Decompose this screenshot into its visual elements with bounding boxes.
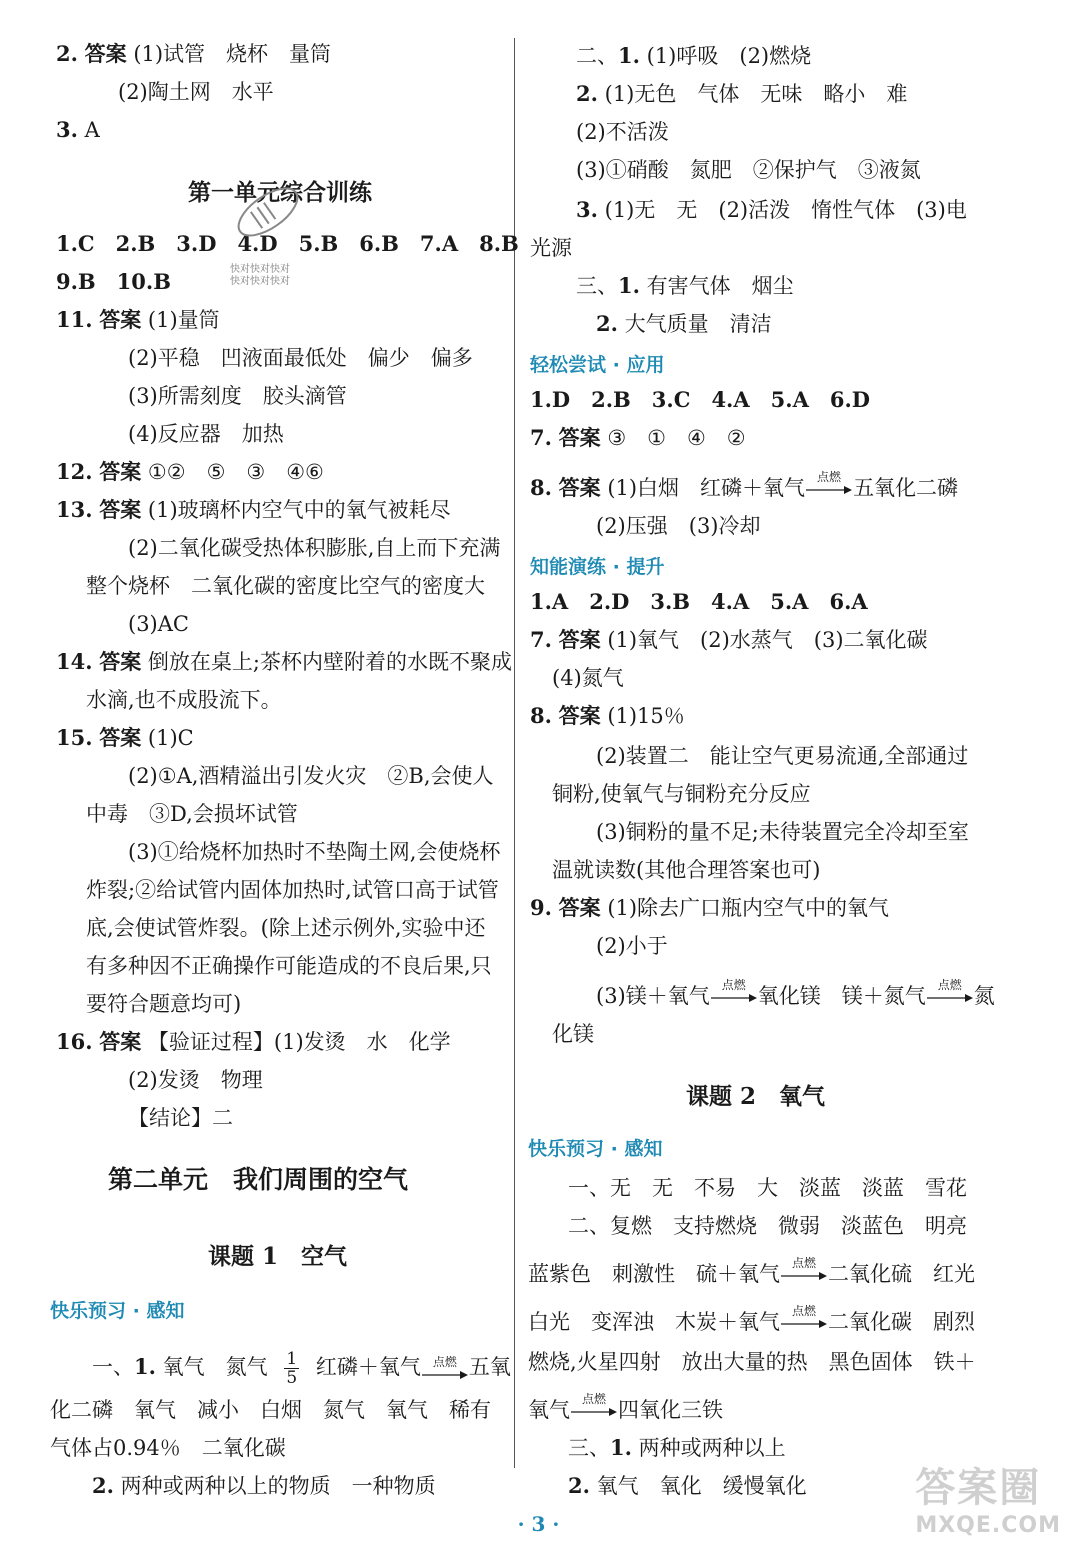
question-number: 2. — [56, 41, 78, 66]
answer-text: A — [84, 118, 100, 142]
reaction-arrow — [571, 1392, 617, 1424]
unit-title: 第二单元 我们周围的空气 — [108, 1165, 409, 1194]
answer-text: (3)镁＋氧气 — [596, 984, 710, 1008]
answer-text: 三、 — [568, 1436, 610, 1460]
page-number: · 3 · — [517, 1512, 560, 1536]
fraction-numerator: 1 — [286, 1349, 298, 1369]
answer-text: 氧气 氮气 — [162, 1355, 268, 1379]
answer-text: 铜粉,使氧气与铜粉充分反应 — [552, 782, 811, 806]
question-number: 7. — [530, 425, 552, 450]
lesson-title: 课题 2 氧气 — [686, 1083, 826, 1110]
p4-line — [92, 1472, 436, 1500]
answer-label: 答案 — [558, 425, 601, 450]
answer-text: 一、无 无 不易 大 淡蓝 淡蓝 雪花 — [568, 1176, 967, 1200]
answer-text: 水滴,也不成股流下。 — [86, 688, 282, 712]
answer-text: (2)小于 — [596, 934, 668, 958]
answer-text: (2)二氧化碳受热体积膨胀,自上而下充满 — [128, 536, 501, 560]
answer-label: 答案 — [99, 1029, 142, 1054]
q13-line — [56, 496, 451, 524]
answer-text: (4)氮气 — [552, 666, 624, 690]
stamp-icon — [228, 172, 308, 252]
answer-label: 答案 — [558, 475, 601, 500]
answer-text: 蓝紫色 刺激性 硫＋氧气 — [528, 1262, 780, 1286]
q16-line — [56, 1028, 451, 1056]
r28-line — [528, 1304, 975, 1336]
question-number: 13. — [56, 497, 93, 522]
answer-text: (1)呼吸 (2)燃烧 — [646, 44, 812, 68]
answer-text: 光源 — [530, 236, 572, 260]
answer-label: 答案 — [558, 895, 601, 920]
r1-line — [576, 42, 811, 70]
question-number: 12. — [56, 459, 93, 484]
reaction-condition: 点燃 — [791, 1304, 816, 1318]
answer-text: (1)氧气 (2)水蒸气 (3)二氧化碳 — [607, 628, 928, 652]
answer-text: (1)无色 气体 无味 略小 难 — [604, 82, 908, 106]
answer-text: (2)装置二 能让空气更易流通,全部通过 — [596, 744, 969, 768]
answer-text: (3)铜粉的量不足;未待装置完全冷却至室 — [596, 820, 969, 844]
reaction-arrow — [711, 978, 757, 1010]
answer-text: (1)白烟 红磷＋氧气 — [607, 476, 806, 500]
reaction-arrow — [781, 1256, 827, 1288]
answer-text: (1)C — [147, 726, 194, 750]
q14-line — [56, 648, 512, 676]
answer-text: (2)陶土网 水平 — [118, 80, 274, 104]
answer-text: 二氧化硫 红光 — [828, 1262, 975, 1286]
reaction-arrow — [806, 470, 852, 502]
answer-text: (3)①硝酸 氮肥 ②保护气 ③液氮 — [576, 158, 921, 182]
answer-text: 化镁 — [552, 1022, 594, 1046]
question-number: 3. — [56, 117, 78, 142]
answer-text: 倒放在桌上;茶杯内壁附着的水既不聚成 — [147, 650, 512, 674]
question-number: 16. — [56, 1029, 93, 1054]
answer-text: (2)压强 (3)冷却 — [596, 514, 761, 538]
question-number: 7. — [530, 627, 552, 652]
answer-text: 【验证过程】(1)发烫 水 化学 — [147, 1030, 451, 1054]
question-number: 2. — [576, 81, 598, 106]
answer-text: 氧气 — [528, 1398, 570, 1422]
r2-line — [576, 80, 907, 108]
r7-line — [576, 272, 794, 300]
r30-line — [528, 1392, 723, 1424]
question-number: 2. — [568, 1473, 590, 1498]
question-number: 15. — [56, 725, 93, 750]
answer-text: 二、 — [576, 44, 618, 68]
answer-text: 气体占0.94％ 二氧化碳 — [50, 1436, 286, 1460]
answer-text: 整个烧杯 二氧化碳的密度比空气的密度大 — [86, 574, 485, 598]
answer-text: (1)无 无 (2)活泼 惰性气体 (3)电 — [604, 198, 967, 222]
answer-text: 五氧化二磷 — [853, 476, 959, 500]
answer-text: (1)试管 烧杯 量筒 — [133, 42, 332, 66]
r16-line — [530, 702, 685, 730]
multiple-choice-answers: 1.A 2.D 3.B 4.A 5.A 6.A — [530, 589, 868, 614]
sub-heading: 快乐预习 · 感知 — [528, 1138, 663, 1160]
answer-text: (2)平稳 凹液面最低处 偏少 偏多 — [128, 346, 473, 370]
r8-line — [596, 310, 772, 338]
answer-text: 二氧化碳 剧烈 — [828, 1310, 975, 1334]
answer-text: 有害气体 烟尘 — [646, 274, 794, 298]
answer-text: (1)量筒 — [147, 308, 220, 332]
answer-text: 氮 — [973, 984, 995, 1008]
fraction-denominator: 5 — [286, 1368, 298, 1388]
watermark-site: MXQE.COM — [915, 1513, 1061, 1538]
answer-label: 答案 — [84, 41, 127, 66]
answer-text: 两种或两种以上 — [638, 1436, 786, 1460]
answer-text: (2)①A,酒精溢出引发火灾 ②B,会使人 — [128, 764, 494, 788]
reaction-arrow — [927, 978, 973, 1010]
answer-label: 答案 — [99, 307, 142, 332]
answer-label: 答案 — [99, 459, 142, 484]
reaction-arrow — [422, 1355, 468, 1387]
answer-label: 答案 — [99, 497, 142, 522]
answer-text: (2)发烫 物理 — [128, 1068, 263, 1092]
reaction-condition: 点燃 — [791, 1256, 816, 1270]
answer-text: 氧气 氧化 缓慢氧化 — [596, 1474, 807, 1498]
reaction-arrow — [781, 1304, 827, 1336]
reaction-condition: 点燃 — [432, 1355, 457, 1369]
answer-text: 两种或两种以上的物质 一种物质 — [120, 1474, 436, 1498]
answer-text: 化二磷 氧气 减小 白烟 氮气 氧气 稀有 — [50, 1398, 491, 1422]
multiple-choice-answers: 1.D 2.B 3.C 4.A 5.A 6.D — [530, 387, 871, 412]
question-number: 14. — [56, 649, 93, 674]
q2-line — [56, 40, 331, 68]
question-number: 1. — [618, 43, 640, 68]
answer-text: 大气质量 清洁 — [624, 312, 772, 336]
answer-text: (1)玻璃杯内空气中的氧气被耗尽 — [147, 498, 451, 522]
r21-line — [530, 894, 889, 922]
answer-label: 答案 — [558, 703, 601, 728]
q11-line — [56, 306, 220, 334]
question-number: 8. — [530, 475, 552, 500]
answer-text: 有多种因不正确操作可能造成的不良后果,只 — [86, 954, 492, 978]
answer-text: 底,会使试管炸裂。(除上述示例外,实验中还 — [86, 916, 486, 940]
answer-text: 三、 — [576, 274, 618, 298]
section-title: 第一单元综合训练 — [188, 179, 372, 206]
answer-text: 一、 — [92, 1355, 134, 1379]
answer-text: 红磷＋氧气 — [315, 1355, 421, 1379]
answer-text: 【结论】二 — [128, 1106, 233, 1130]
answer-text: 中毒 ③D,会损坏试管 — [86, 802, 298, 826]
answer-label: 答案 — [558, 627, 601, 652]
question-number: 11. — [56, 307, 93, 332]
question-number: 2. — [596, 311, 618, 336]
answer-text: (1)除去广口瓶内空气中的氧气 — [607, 896, 890, 920]
reaction-condition: 点燃 — [721, 978, 746, 992]
answer-text: ③ ① ④ ② — [607, 426, 746, 450]
r5-line — [576, 196, 967, 224]
answer-text: 要符合题意均可) — [86, 992, 242, 1016]
stamp-text: 快对快对快对 快对快对快对 — [230, 264, 290, 287]
multiple-choice-answers: 1.C 2.B 3.D 4.D 5.B 6.B 7.A 8.B — [56, 231, 519, 256]
r32-line — [568, 1472, 807, 1500]
answer-text: 五氧 — [468, 1355, 511, 1379]
answer-text: 四氧化三铁 — [618, 1398, 723, 1422]
answer-text: (3)①给烧杯加热时不垫陶土网,会使烧杯 — [128, 840, 501, 864]
answer-text: 二、复燃 支持燃烧 微弱 淡蓝色 明亮 — [568, 1214, 967, 1238]
reaction-condition: 点燃 — [581, 1392, 606, 1406]
q12-line — [56, 458, 324, 486]
sub-heading: 快乐预习 · 感知 — [50, 1300, 185, 1322]
reaction-condition: 点燃 — [817, 470, 842, 484]
sub-heading: 轻松尝试 · 应用 — [530, 354, 665, 376]
r10-line — [530, 424, 746, 452]
answer-text: (4)反应器 加热 — [128, 422, 284, 446]
lesson-title: 课题 1 空气 — [208, 1243, 348, 1270]
answer-label: 答案 — [99, 649, 142, 674]
answer-text: (3)AC — [128, 612, 189, 636]
answer-text: 燃烧,火星四射 放出大量的热 黑色固体 铁＋ — [528, 1350, 976, 1374]
reaction-condition: 点燃 — [937, 978, 962, 992]
q15-line — [56, 724, 194, 752]
answer-text: 温就读数(其他合理答案也可) — [552, 858, 821, 882]
multiple-choice-answers: 9.B 10.B — [56, 269, 171, 294]
answer-text: 白光 变浑浊 木炭＋氧气 — [528, 1310, 780, 1334]
question-number: 9. — [530, 895, 552, 920]
answer-text: 氧化镁 镁＋氮气 — [757, 984, 926, 1008]
r27-line — [528, 1256, 975, 1288]
watermark-brand: 答案圈 — [915, 1465, 1042, 1511]
p1-line — [92, 1350, 511, 1387]
r14-line — [530, 626, 928, 654]
answer-text: (2)不活泼 — [576, 120, 669, 144]
answer-text: (1)15％ — [607, 704, 685, 728]
answer-text: ①② ⑤ ③ ④⑥ — [147, 460, 324, 484]
watermark — [915, 1456, 1061, 1538]
q3-line — [56, 116, 100, 144]
question-number: 2. — [92, 1473, 114, 1498]
fraction — [284, 1350, 299, 1387]
question-number: 1. — [618, 273, 640, 298]
sub-heading: 知能演练 · 提升 — [530, 556, 665, 578]
question-number: 1. — [134, 1354, 156, 1379]
answer-label: 答案 — [99, 725, 142, 750]
r31-line — [568, 1434, 786, 1462]
answer-text: 炸裂;②给试管内固体加热时,试管口高于试管 — [86, 878, 499, 902]
r23-line — [596, 978, 995, 1010]
question-number: 1. — [610, 1435, 632, 1460]
r11-line — [530, 470, 959, 502]
answer-text: (3)所需刻度 胶头滴管 — [128, 384, 347, 408]
question-number: 3. — [576, 197, 598, 222]
question-number: 8. — [530, 703, 552, 728]
